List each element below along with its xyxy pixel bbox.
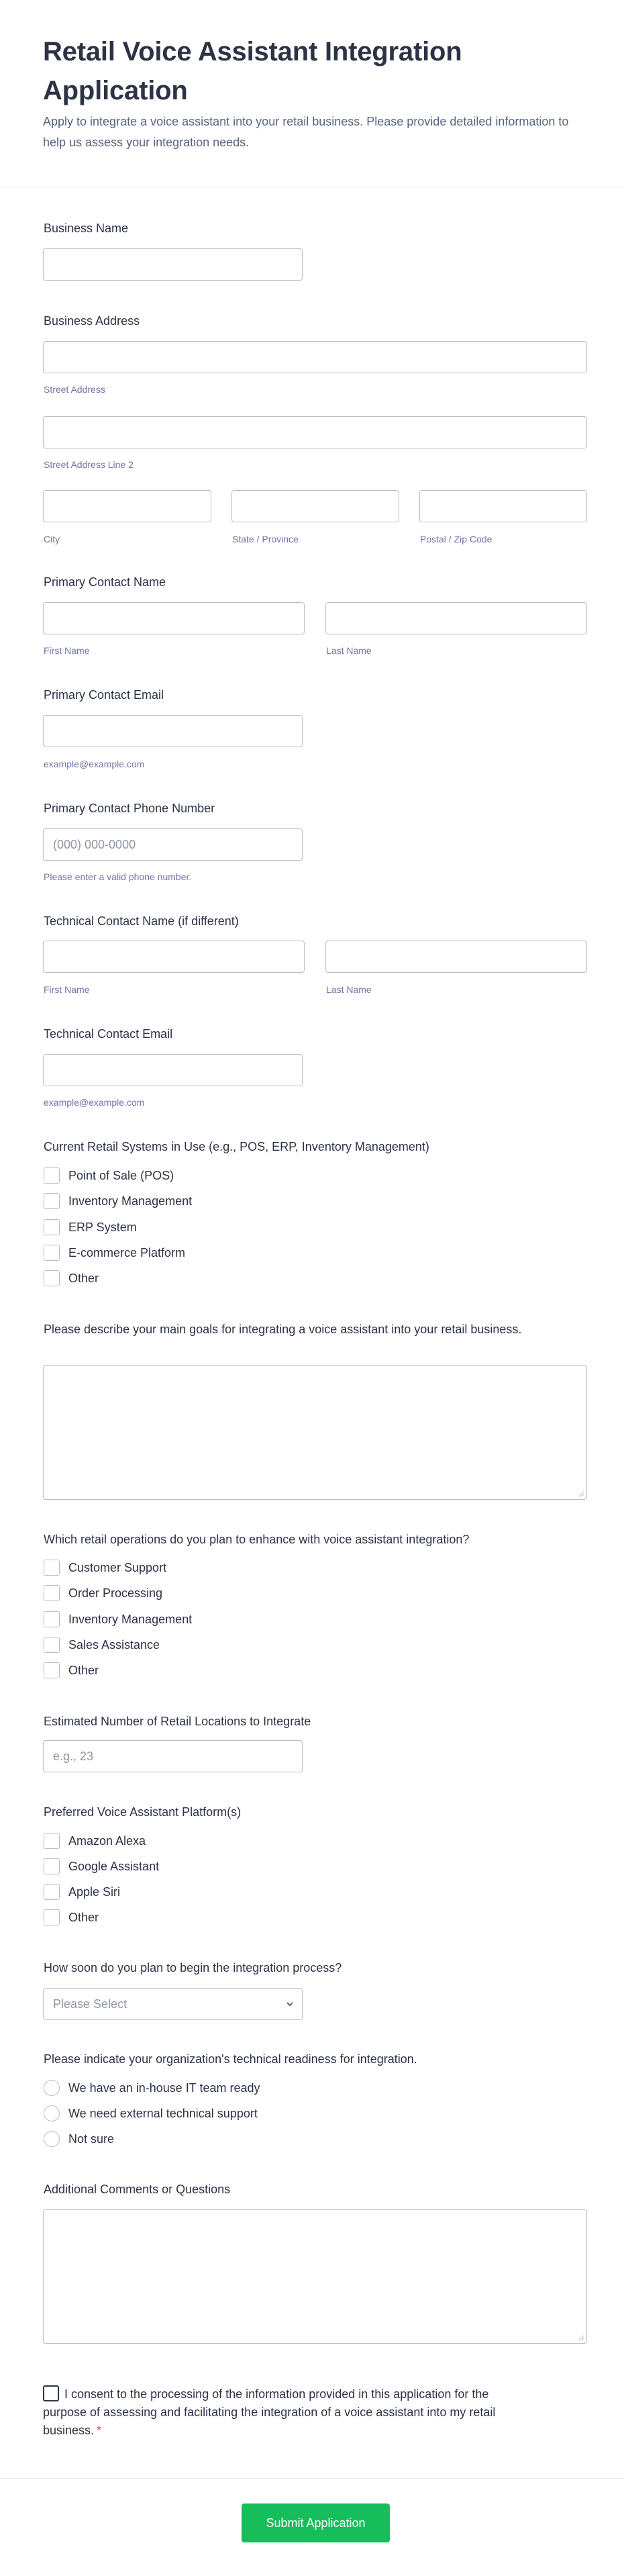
checkbox-label: Other bbox=[68, 1911, 99, 1924]
chevron-down-icon bbox=[286, 2000, 294, 2008]
checkbox-label: Other bbox=[68, 1272, 99, 1285]
checkbox-label: Inventory Management bbox=[68, 1613, 193, 1626]
submit-button[interactable]: Submit Application bbox=[242, 2503, 390, 2542]
main-goals-label: Please describe your main goals for integrating a voice assistant into your retail business. bbox=[44, 1323, 522, 1336]
street-address-line2-sublabel: Street Address Line 2 bbox=[44, 459, 134, 470]
locations-label: Estimated Number of Retail Locations to Integrate bbox=[44, 1715, 311, 1728]
locations-placeholder: e.g., 23 bbox=[53, 1750, 94, 1763]
primary-first-name-sublabel: First Name bbox=[44, 645, 90, 656]
primary-last-name-input[interactable] bbox=[325, 602, 587, 634]
checkbox-box[interactable] bbox=[44, 1611, 60, 1627]
primary-contact-name-label: Primary Contact Name bbox=[44, 575, 166, 589]
timeline-label: How soon do you plan to begin the integration process? bbox=[44, 1961, 342, 1974]
radio-label: We have an in-house IT team ready bbox=[68, 2081, 260, 2095]
checkbox-box[interactable] bbox=[44, 1585, 60, 1601]
zip-sublabel: Postal / Zip Code bbox=[420, 534, 492, 544]
checkbox-ops-inventory-management[interactable] bbox=[44, 1611, 192, 1627]
consent-label: I consent to the processing of the information provided in this application for the purpose of assessing and facilitating the integration of a voice assistant into my retail business. bbox=[43, 2387, 496, 2437]
checkbox-ecommerce-platform[interactable] bbox=[44, 1245, 185, 1261]
technical-email-label: Technical Contact Email bbox=[44, 1027, 173, 1041]
checkbox-erp-system[interactable] bbox=[44, 1219, 137, 1235]
checkbox-inventory-management[interactable] bbox=[44, 1193, 192, 1209]
primary-phone-sublabel: Please enter a valid phone number. bbox=[44, 871, 192, 882]
primary-email-sublabel: example@example.com bbox=[44, 759, 145, 769]
primary-first-name-input[interactable] bbox=[43, 602, 305, 634]
technical-first-name-sublabel: First Name bbox=[44, 984, 90, 995]
primary-email-label: Primary Contact Email bbox=[44, 688, 164, 702]
checkbox-label: ERP System bbox=[68, 1221, 137, 1234]
street-address-line2-input[interactable] bbox=[43, 416, 587, 448]
checkbox-ops-other[interactable] bbox=[44, 1662, 99, 1678]
resize-handle-icon[interactable] bbox=[578, 1490, 584, 1497]
radio-in-house-it[interactable] bbox=[44, 2080, 260, 2096]
business-name-label: Business Name bbox=[44, 222, 129, 235]
consent-field bbox=[43, 2385, 526, 2440]
radio-not-sure[interactable] bbox=[44, 2131, 114, 2147]
checkbox-systems-other[interactable] bbox=[44, 1270, 99, 1286]
current-systems-label: Current Retail Systems in Use (e.g., POS, ERP, Inventory Management) bbox=[44, 1140, 429, 1153]
checkbox-label: Order Processing bbox=[68, 1586, 163, 1600]
checkbox-order-processing[interactable] bbox=[44, 1585, 162, 1601]
city-sublabel: City bbox=[44, 534, 60, 544]
street-address-sublabel: Street Address bbox=[44, 384, 105, 395]
technical-contact-name-label: Technical Contact Name (if different) bbox=[44, 914, 239, 928]
checkbox-label: Point of Sale (POS) bbox=[68, 1169, 174, 1182]
checkbox-label: Google Assistant bbox=[68, 1860, 160, 1873]
locations-input[interactable] bbox=[43, 1740, 303, 1772]
primary-phone-label: Primary Contact Phone Number bbox=[44, 802, 215, 815]
page-title: Retail Voice Assistant Integration Application bbox=[43, 37, 462, 105]
technical-first-name-input[interactable] bbox=[43, 941, 305, 973]
checkbox-label: Amazon Alexa bbox=[68, 1834, 146, 1848]
checkbox-label: Other bbox=[68, 1664, 99, 1677]
checkbox-box[interactable] bbox=[44, 1193, 60, 1209]
checkbox-google-assistant[interactable] bbox=[44, 1858, 159, 1874]
checkbox-label: E-commerce Platform bbox=[68, 1246, 186, 1259]
readiness-label: Please indicate your organization's technical readiness for integration. bbox=[44, 2052, 417, 2066]
footer-divider bbox=[0, 2478, 624, 2479]
radio-label: We need external technical support bbox=[68, 2107, 258, 2120]
zip-input[interactable] bbox=[419, 490, 587, 522]
page-description: Apply to integrate a voice assistant into your retail business. Please provide detailed information to help us assess your integration needs. bbox=[43, 115, 569, 149]
checkbox-label: Customer Support bbox=[68, 1561, 167, 1574]
radio-circle[interactable] bbox=[44, 2105, 60, 2121]
checkbox-sales-assistance[interactable] bbox=[44, 1637, 160, 1653]
city-input[interactable] bbox=[43, 490, 211, 522]
technical-email-input[interactable] bbox=[43, 1054, 303, 1086]
checkbox-label: Sales Assistance bbox=[68, 1638, 160, 1652]
primary-last-name-sublabel: Last Name bbox=[326, 645, 372, 656]
checkbox-box[interactable] bbox=[44, 1909, 60, 1925]
select-value: Please Select bbox=[53, 1997, 127, 2011]
checkbox-box[interactable] bbox=[44, 1858, 60, 1874]
checkbox-customer-support[interactable] bbox=[44, 1560, 166, 1576]
main-goals-textarea[interactable] bbox=[43, 1365, 587, 1500]
primary-phone-input[interactable] bbox=[43, 828, 303, 861]
business-address-label: Business Address bbox=[44, 314, 140, 328]
checkbox-box[interactable] bbox=[44, 1167, 60, 1184]
radio-label: Not sure bbox=[68, 2132, 115, 2146]
technical-last-name-input[interactable] bbox=[325, 941, 587, 973]
checkbox-amazon-alexa[interactable] bbox=[44, 1833, 146, 1849]
street-address-input[interactable] bbox=[43, 341, 587, 373]
radio-external-support[interactable] bbox=[44, 2105, 258, 2121]
radio-circle[interactable] bbox=[44, 2131, 60, 2147]
checkbox-box[interactable] bbox=[44, 1560, 60, 1576]
consent-checkbox[interactable] bbox=[43, 2385, 59, 2401]
platforms-label: Preferred Voice Assistant Platform(s) bbox=[44, 1805, 242, 1819]
technical-last-name-sublabel: Last Name bbox=[326, 984, 372, 995]
comments-label: Additional Comments or Questions bbox=[44, 2183, 231, 2196]
radio-circle[interactable] bbox=[44, 2080, 60, 2096]
business-name-input[interactable] bbox=[43, 248, 303, 281]
required-asterisk: * bbox=[97, 2424, 102, 2437]
state-sublabel: State / Province bbox=[232, 534, 299, 544]
comments-textarea[interactable] bbox=[43, 2209, 587, 2344]
checkbox-label: Inventory Management bbox=[68, 1194, 193, 1208]
checkbox-box[interactable] bbox=[44, 1245, 60, 1261]
checkbox-box[interactable] bbox=[44, 1270, 60, 1286]
checkbox-platform-other[interactable] bbox=[44, 1909, 99, 1925]
resize-handle-icon[interactable] bbox=[578, 2334, 584, 2341]
checkbox-box[interactable] bbox=[44, 1637, 60, 1653]
timeline-select[interactable] bbox=[43, 1988, 303, 2020]
checkbox-box[interactable] bbox=[44, 1662, 60, 1678]
checkbox-box[interactable] bbox=[44, 1219, 60, 1235]
operations-label: Which retail operations do you plan to enhance with voice assistant integration? bbox=[44, 1533, 470, 1546]
checkbox-label: Apple Siri bbox=[68, 1885, 121, 1899]
checkbox-apple-siri[interactable] bbox=[44, 1884, 120, 1900]
checkbox-box[interactable] bbox=[44, 1833, 60, 1849]
phone-placeholder: (000) 000-0000 bbox=[53, 838, 136, 851]
state-input[interactable] bbox=[231, 490, 399, 522]
primary-email-input[interactable] bbox=[43, 715, 303, 747]
checkbox-box[interactable] bbox=[44, 1884, 60, 1900]
checkbox-pos[interactable] bbox=[44, 1167, 174, 1184]
technical-email-sublabel: example@example.com bbox=[44, 1097, 145, 1108]
